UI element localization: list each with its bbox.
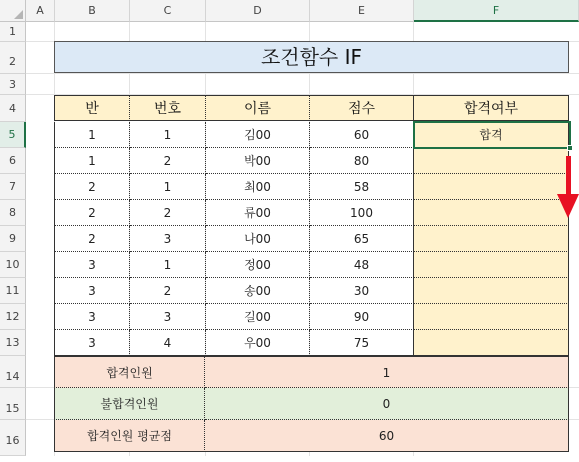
row-header-1[interactable]: 1: [0, 22, 26, 42]
row-header-15[interactable]: 15: [0, 388, 26, 420]
header-score[interactable]: 점수: [310, 95, 414, 121]
cell-score[interactable]: 65: [310, 226, 414, 252]
cell-name[interactable]: 류00: [206, 200, 310, 226]
cell-ban[interactable]: 3: [54, 278, 130, 304]
row-header-3[interactable]: 3: [0, 74, 26, 95]
column-header-e[interactable]: E: [310, 0, 414, 22]
cell-number[interactable]: 2: [130, 148, 206, 174]
cell-score[interactable]: 58: [310, 174, 414, 200]
cell-name[interactable]: 정00: [206, 252, 310, 278]
header-number[interactable]: 번호: [130, 95, 206, 121]
cell-pass-result[interactable]: [414, 304, 569, 330]
cell-name[interactable]: 최00: [206, 174, 310, 200]
row-header-2[interactable]: 2: [0, 42, 26, 74]
cell-score[interactable]: 75: [310, 330, 414, 356]
summary-value-fail-count[interactable]: 0: [205, 388, 569, 420]
cell-ban[interactable]: 1: [54, 122, 130, 148]
cell-pass-result[interactable]: [414, 174, 569, 200]
cell-pass-result[interactable]: [414, 278, 569, 304]
column-header-d[interactable]: D: [206, 0, 310, 22]
cell-number[interactable]: 3: [130, 226, 206, 252]
row-header-8[interactable]: 8: [0, 200, 26, 226]
column-header-b[interactable]: B: [55, 0, 130, 22]
fill-handle[interactable]: [567, 145, 573, 151]
cell-ban[interactable]: 2: [54, 174, 130, 200]
cell-ban[interactable]: 3: [54, 252, 130, 278]
summary-label-pass-count[interactable]: 합격인원: [54, 356, 205, 388]
select-all-corner[interactable]: [0, 0, 26, 22]
column-header-a[interactable]: A: [26, 0, 55, 22]
cell-pass-result[interactable]: [414, 200, 569, 226]
cell-number[interactable]: 3: [130, 304, 206, 330]
cell-pass-result[interactable]: [414, 148, 569, 174]
cell-name[interactable]: 박00: [206, 148, 310, 174]
row-header-6[interactable]: 6: [0, 148, 26, 174]
cell-name[interactable]: 길00: [206, 304, 310, 330]
row-header-4[interactable]: 4: [0, 95, 26, 122]
row-header-5[interactable]: 5: [0, 122, 26, 148]
cell-name[interactable]: 나00: [206, 226, 310, 252]
cell-ban[interactable]: 3: [54, 304, 130, 330]
header-ban[interactable]: 반: [54, 95, 130, 121]
cell-score[interactable]: 60: [310, 122, 414, 148]
cell-number[interactable]: 1: [130, 122, 206, 148]
cell-pass-result[interactable]: [414, 330, 569, 356]
cell-score[interactable]: 80: [310, 148, 414, 174]
cell-name[interactable]: 우00: [206, 330, 310, 356]
cell-score[interactable]: 90: [310, 304, 414, 330]
column-header-c[interactable]: C: [130, 0, 206, 22]
row-header-12[interactable]: 12: [0, 304, 26, 330]
row-header-11[interactable]: 11: [0, 278, 26, 304]
row-header-14[interactable]: 14: [0, 356, 26, 388]
cell-score[interactable]: 100: [310, 200, 414, 226]
summary-value-pass-average[interactable]: 60: [205, 420, 569, 452]
summary-value-pass-count[interactable]: 1: [205, 356, 569, 388]
header-pass[interactable]: 합격여부: [414, 95, 569, 121]
header-name[interactable]: 이름: [206, 95, 310, 121]
cell-number[interactable]: 1: [130, 252, 206, 278]
cell-ban[interactable]: 2: [54, 200, 130, 226]
cell-ban[interactable]: 2: [54, 226, 130, 252]
row-header-10[interactable]: 10: [0, 252, 26, 278]
sheet-title[interactable]: 조건함수 IF: [54, 41, 569, 73]
cell-number[interactable]: 1: [130, 174, 206, 200]
cell-pass-result[interactable]: 합격: [414, 122, 569, 148]
cell-score[interactable]: 48: [310, 252, 414, 278]
cell-score[interactable]: 30: [310, 278, 414, 304]
selected-cell-outline[interactable]: [413, 121, 571, 149]
row-header-13[interactable]: 13: [0, 330, 26, 356]
cell-number[interactable]: 2: [130, 278, 206, 304]
cell-number[interactable]: 2: [130, 200, 206, 226]
cell-ban[interactable]: 1: [54, 148, 130, 174]
row-header-16[interactable]: 16: [0, 420, 26, 456]
cell-name[interactable]: 김00: [206, 122, 310, 148]
cell-pass-result[interactable]: [414, 252, 569, 278]
cell-pass-result[interactable]: [414, 226, 569, 252]
summary-label-fail-count[interactable]: 불합격인원: [54, 388, 205, 420]
summary-label-pass-average[interactable]: 합격인원 평균점: [54, 420, 205, 452]
cell-name[interactable]: 송00: [206, 278, 310, 304]
column-header-f[interactable]: F: [414, 0, 579, 22]
down-arrow-icon: [556, 156, 579, 220]
row-header-7[interactable]: 7: [0, 174, 26, 200]
row-header-9[interactable]: 9: [0, 226, 26, 252]
cell-ban[interactable]: 3: [54, 330, 130, 356]
cell-number[interactable]: 4: [130, 330, 206, 356]
